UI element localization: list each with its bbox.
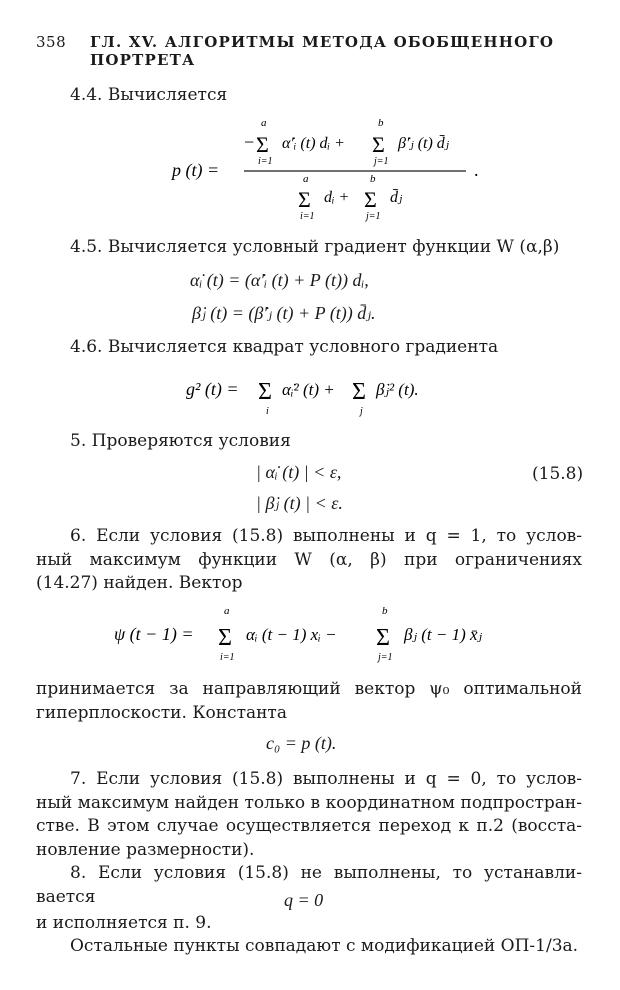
formula-p-lhs: p (t) = <box>172 160 220 180</box>
running-title: ГЛ. XV. АЛГОРИТМЫ МЕТОДА ОБОБЩЕННОГО ПОРТРЕТА <box>90 33 555 69</box>
formula-p-of-t <box>150 112 490 227</box>
formula-p-den-sum2-sigma: Σ <box>364 187 377 212</box>
formula-psi-term1: αᵢ (t − 1) xᵢ − <box>246 625 337 644</box>
formula-q-zero: q = 0 <box>284 890 324 910</box>
formula-psi-sum2-bottom: j=1 <box>378 652 393 663</box>
formula-p-num-sum2-bottom: j=1 <box>374 156 389 167</box>
formula-p-den-sum1-top: a <box>303 173 309 185</box>
formula-psi-sum1-sigma: Σ <box>218 625 232 651</box>
step-7-line-2: ный максимум найден только в координатном подпростран- <box>36 792 582 813</box>
formula-p-num-term1: α̇′ᵢ (t) dᵢ + <box>282 135 345 152</box>
step-7-line-3: стве. В этом случае осуществляется переход к п.2 (восста- <box>36 816 582 836</box>
formula-condition-alpha: | α̇ᵢ (t) | < ε, <box>256 462 342 482</box>
step-6-line-3: (14.27) найден. Вектор <box>36 573 243 593</box>
formula-p-num-sum1-bottom: i=1 <box>258 156 273 167</box>
formula-c0: c₀ = p (t). <box>266 733 337 753</box>
step-8-continuation: и исполняется п. 9. <box>36 913 212 933</box>
step-6b-line-2: гиперплоскости. Константа <box>36 702 287 723</box>
formula-p-den-sum2-top: b <box>370 173 376 185</box>
formula-p-den-sum1-bottom: i=1 <box>300 211 315 222</box>
step-7-line-4: новление размерности). <box>36 839 255 860</box>
page-number: 358 <box>36 33 67 51</box>
formula-p-den-sum1-sigma: Σ <box>298 187 311 212</box>
step-4-5: 4.5. Вычисляется условный градиент функции W (α,β) <box>70 237 560 257</box>
formula-p-period: . <box>474 160 479 180</box>
step-7-paragraph <box>36 768 582 862</box>
formula-psi-sum2-sigma: Σ <box>376 625 390 651</box>
step-8-line-1: 8. Если условия (15.8) не выполнены, то устанавли- <box>70 863 582 883</box>
formula-p-num-sum2-sigma: Σ <box>372 132 385 157</box>
formula-grad-alpha: α̇ᵢ (t) = (α̇′ᵢ (t) + P (t)) dᵢ, <box>190 270 369 290</box>
formula-p-num-sum1-sigma: Σ <box>256 132 269 157</box>
formula-p-num-sum1-top: a <box>261 117 267 129</box>
formula-psi-term2: βⱼ (t − 1) x̄ⱼ <box>404 625 483 644</box>
formula-g2-sub-i: i <box>266 406 269 417</box>
step-6-line-2: ный максимум функции W (α, β) при ограничениях <box>36 549 582 570</box>
step-7-line-1: 7. Если условия (15.8) выполнены и q = 0, то услов- <box>70 769 582 789</box>
formula-p-den-term1: dᵢ + <box>324 189 350 206</box>
step-6b-paragraph <box>36 678 582 725</box>
formula-g2-sigma-i: Σ <box>258 379 272 405</box>
formula-g-squared <box>180 368 440 420</box>
formula-g2-sub-j: j <box>360 406 363 417</box>
equation-number: (15.8) <box>532 464 584 484</box>
formula-psi-sum2-top: b <box>382 605 388 617</box>
formula-p-den-term2: d̄ⱼ <box>390 189 403 206</box>
formula-psi <box>110 600 530 670</box>
step-6-paragraph <box>36 525 582 596</box>
formula-g2-sigma-j: Σ <box>352 379 366 405</box>
formula-psi-sum1-top: a <box>224 605 230 617</box>
formula-p-num-term2: β̇′ⱼ (t) d̄ⱼ <box>398 135 450 152</box>
final-remark: Остальные пункты совпадают с модификацией ОП-1/3а. <box>70 936 579 956</box>
formula-psi-sum1-bottom: i=1 <box>220 652 235 663</box>
step-4-6: 4.6. Вычисляется квадрат условного градиента <box>70 337 499 357</box>
step-6b-line-1: принимается за направляющий вектор ψ₀ оптимальной <box>36 679 582 699</box>
formula-p-minus: − <box>244 132 255 152</box>
formula-g2-lhs: g² (t) = <box>186 379 239 399</box>
formula-psi-lhs: ψ (t − 1) = <box>114 624 194 644</box>
step-4-4: 4.4. Вычисляется <box>70 85 228 105</box>
formula-grad-beta: β̇ⱼ (t) = (β̇′ⱼ (t) + P (t)) d̄ⱼ. <box>192 303 376 323</box>
running-header <box>36 33 586 69</box>
formula-g2-term2: β̇ⱼ² (t). <box>376 380 419 399</box>
formula-p-num-sum2-top: b <box>378 117 384 129</box>
formula-g2-term1: α̇ᵢ² (t) + <box>282 380 335 399</box>
step-8-line-2: вается <box>36 886 96 907</box>
step-6-line-1: 6. Если условия (15.8) выполнены и q = 1, то услов- <box>70 526 582 546</box>
formula-condition-beta: | β̇ⱼ (t) | < ε. <box>256 493 343 513</box>
step-5: 5. Проверяются условия <box>70 431 291 451</box>
formula-p-den-sum2-bottom: j=1 <box>366 211 381 222</box>
